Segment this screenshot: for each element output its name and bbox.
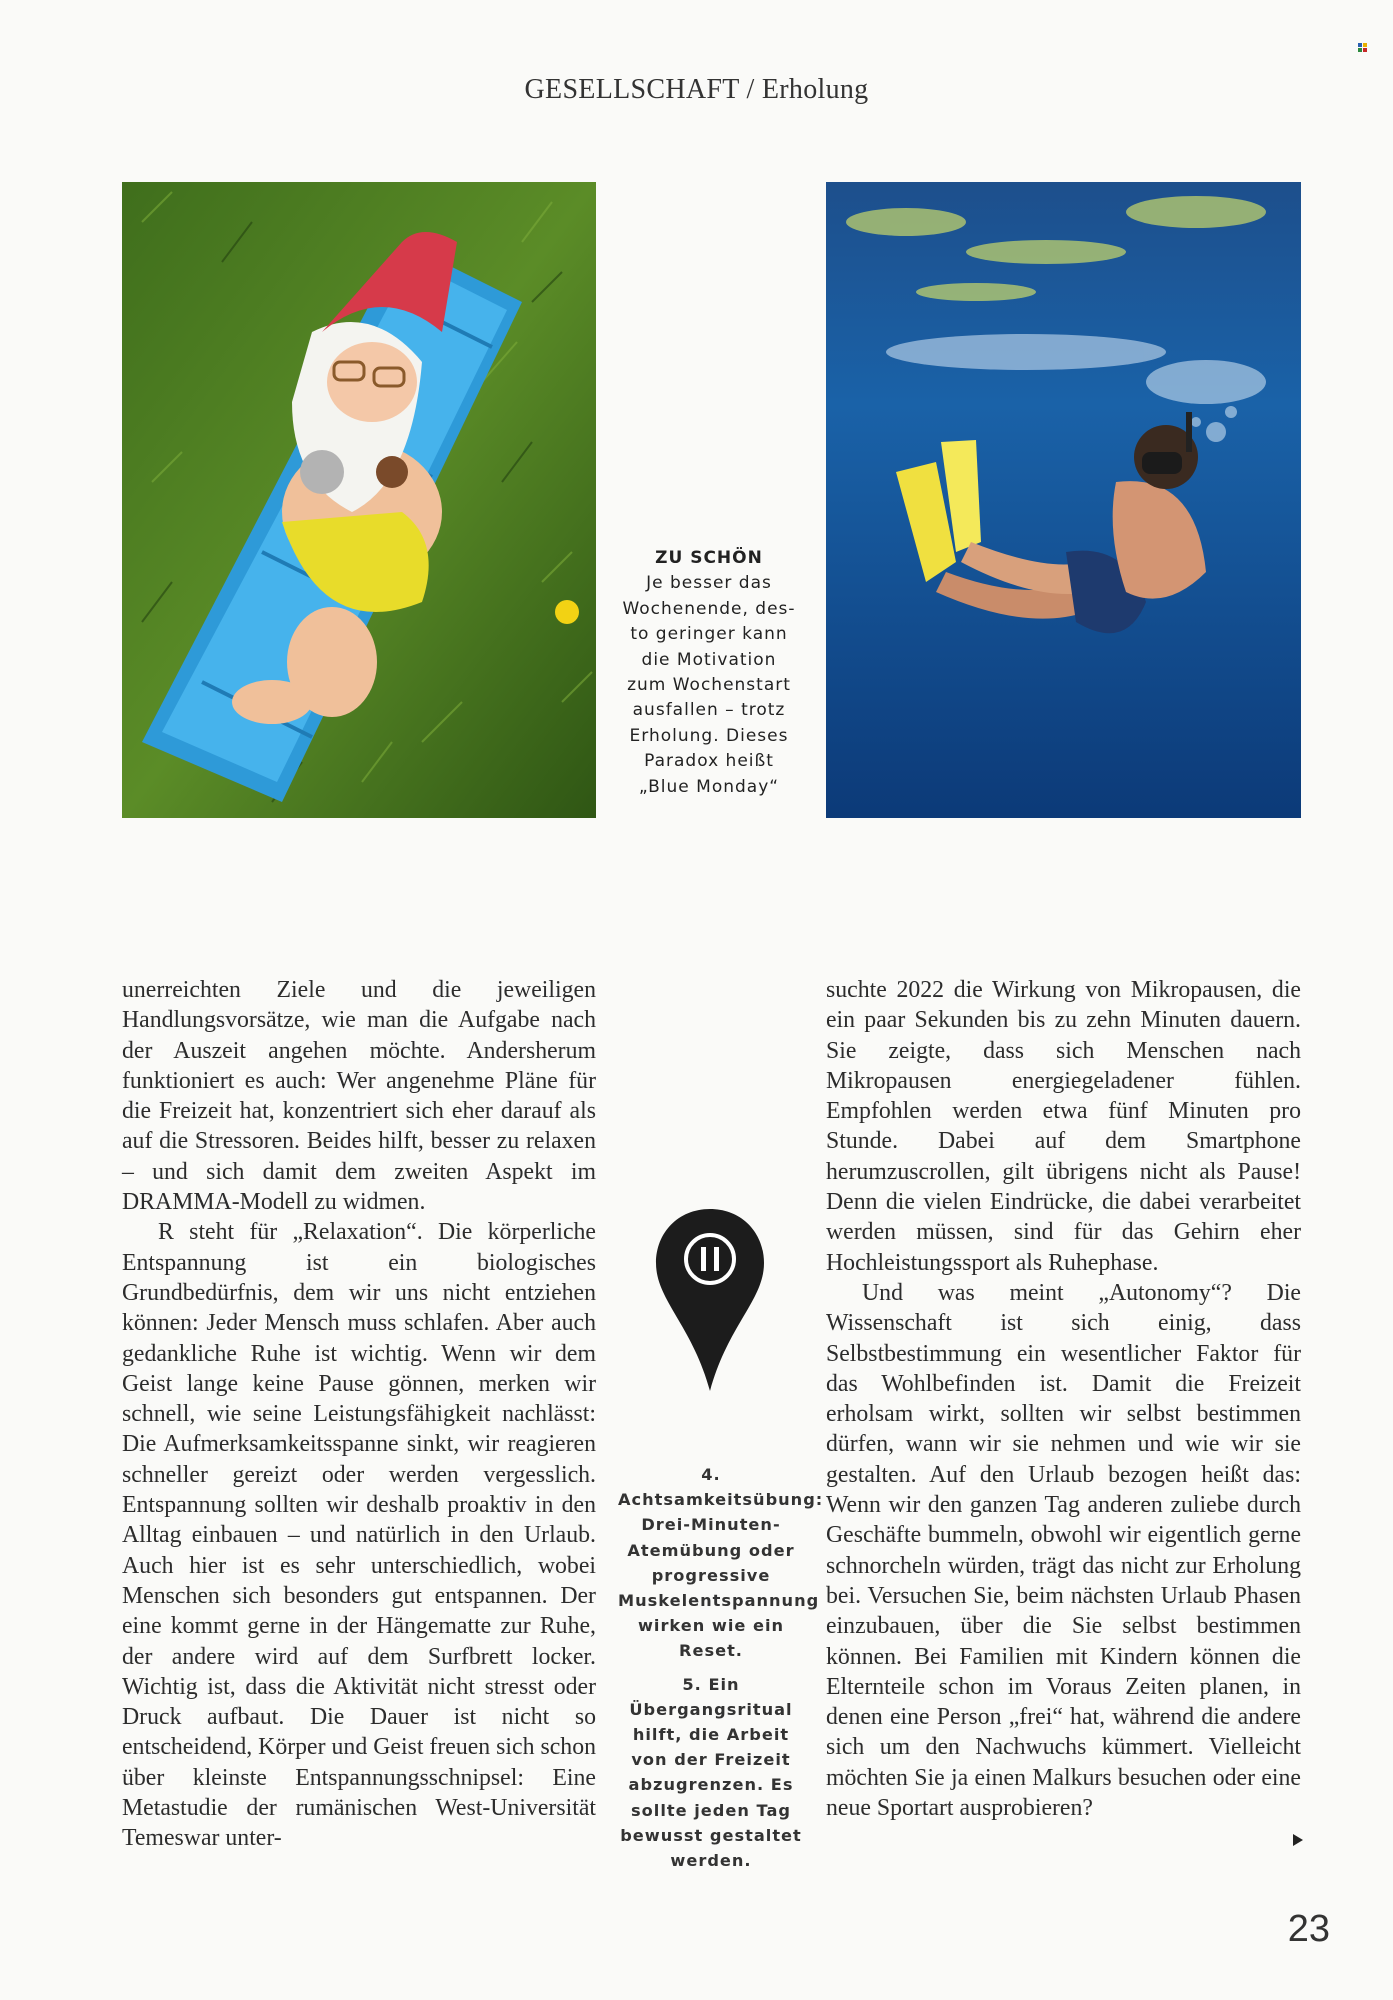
tip-item: 5. Ein Übergangsritual hilft, die Arbeit von der Freizeit abzugrenzen. Es sollte jeden Tag bewusst gestaltet werden. bbox=[620, 1674, 802, 1871]
caption-line: zum Wochenstart bbox=[627, 675, 791, 696]
pause-location-pin-icon bbox=[652, 1205, 768, 1395]
right-text-column bbox=[826, 975, 1301, 1823]
caption-line: ausfallen – trotz bbox=[632, 700, 786, 721]
caption-line: „Blue Monday“ bbox=[638, 776, 780, 797]
paragraph: R steht für „Relaxation“. Die körperliche Entspannung ist ein biologisches Grundbedürfnis, dem wir uns nicht entziehen können: Jeder Mensch muss schlafen. Aber auch gedankliche Ruhe ist wichtig. Wenn wir dem Geist lange keine Pause gönnen, merken wir schnell, wie seine Leistungsfähigkeit nachlässt: Die Aufmerksamkeitsspanne sinkt, wir reagieren schneller gereizt oder werden vergesslich. Entspannung sollten wir deshalb proaktiv in den Alltag einbauen – und natürlich in den Urlaub. Auch hier ist es sehr unterschiedlich, wobei Menschen sich besonders gut entspannen. Der eine kommt gerne in der Hängematte zur Ruhe, der andere wird auf dem Surfbrett locker. Wichtig ist, dass die Aktivität nicht stresst oder Druck aufbaut. Die Dauer ist nicht so entscheidend, Körper und Geist freuen sich schon über kleinste Entspannungsschnipsel: Eine Metastudie der rumänischen West-Universität Temeswar unter- bbox=[122, 1219, 596, 1852]
corner-mark bbox=[1358, 38, 1368, 48]
caption-line: to geringer kann bbox=[630, 624, 788, 645]
paragraph: Und was meint „Autonomy“? Die Wissenschaft ist sich einig, dass Selbstbestimmung ein wesentlicher Faktor für das Wohlbefinden ist. Damit die Freizeit erholsam wirkt, sollten wir selbst bestimmen dürfen, wann wir sie nehmen und wie wir sie gestalten. Auf den Urlaub bezogen heißt das: Wenn wir den ganzen Tag anderen zuliebe durch Geschäfte bummeln, obwohl wir eigentlich gerne schnorcheln würden, trägt das nicht zur Erholung bei. Versuchen Sie, beim nächsten Urlaub Phasen einzubauen, über die Sie selbst bestimmen können. Bei Familien mit Kindern können die Elternteile schon im Voraus Zeiten planen, in denen eine Person „frei“ hat, während die andere sich um den Nachwuchs kümmert. Vielleicht möchten Sie ja einen Malkurs besuchen oder eine neue Sportart ausprobieren? bbox=[826, 1279, 1301, 1822]
caption-line: die Motivation bbox=[641, 649, 777, 670]
left-text-column bbox=[122, 975, 596, 1854]
section-header: GESELLSCHAFT / Erholung bbox=[524, 74, 869, 105]
page-number: 23 bbox=[1287, 1908, 1330, 1950]
photo-caption bbox=[604, 546, 814, 800]
paragraph: suchte 2022 die Wirkung von Mikropausen, die ein paar Sekunden bis zu zehn Minuten dauern. Sie zeigte, dass sich Menschen nach Mikropausen energiegeladener fühlen. Empfohlen werden etwa fünf Minuten pro Stunde. Dabei auf dem Smartphone herumzuscrollen, gilt übrigens nicht als Pause! Denn die vielen Eindrücke, die dabei verarbeitet werden müssen, sind für das Gehirn eher Hochleistungssport als Ruhephase. bbox=[826, 977, 1301, 1276]
caption-line: Je besser das bbox=[646, 573, 772, 594]
tip-item: 4. Achtsamkeitsübung: Drei-Minuten-Atemübung oder progressive Muskelentspannung wirken wie ein Reset. bbox=[618, 1465, 824, 1661]
continue-arrow-icon bbox=[1291, 1832, 1305, 1848]
snorkeler-photo bbox=[826, 182, 1301, 818]
caption-line: Wochenende, des- bbox=[622, 598, 796, 619]
tips-sidebar bbox=[618, 1462, 824, 1881]
caption-line: Erholung. Dieses bbox=[629, 725, 789, 746]
caption-line: Paradox heißt bbox=[644, 751, 774, 772]
paragraph: unerreichten Ziele und die jeweiligen Handlungsvorsätze, wie man die Aufgabe nach der Auszeit angehen möchte. Andersherum funktioniert es auch: Wer angenehme Pläne für die Freizeit hat, konzentriert sich eher darauf als auf die Stressoren. Beides hilft, besser zu relaxen – und sich damit dem zweiten Aspekt im DRAMMA-Modell zu widmen. bbox=[122, 977, 596, 1216]
gnome-photo bbox=[122, 182, 596, 818]
caption-title: ZU SCHÖN bbox=[655, 548, 763, 568]
